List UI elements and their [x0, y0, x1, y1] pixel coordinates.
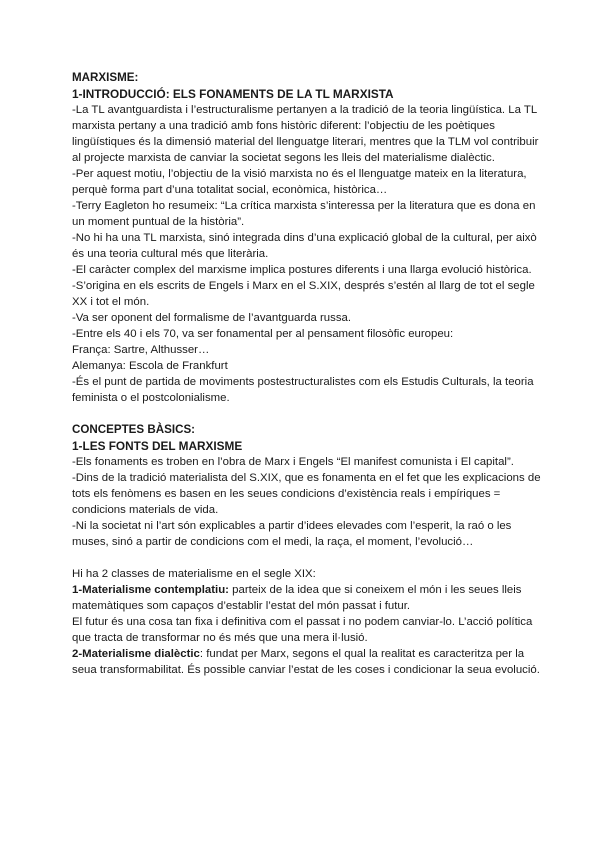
paragraph: El futur és una cosa tan fixa i definitiva com el passat i no podem canviar-lo. L’acció política que tracta de transformar no és més que una mera il·lusió.	[72, 616, 533, 644]
paragraph: -Va ser oponent del formalisme de l’avantguarda russa.	[72, 312, 352, 324]
paragraph: -S’origina en els escrits de Engels i Marx en el S.XIX, després s’estén al llarg de tot el segle XX i tot el món.	[72, 280, 535, 308]
paragraph	[72, 646, 542, 678]
paragraph: Alemanya: Escola de Frankfurt	[72, 360, 228, 372]
paragraph: -Per aquest motiu, l’objectiu de la visió marxista no és el llenguatge mateix en la literatura, perquè forma part d’una totalitat social, econòmica, històrica…	[72, 168, 527, 196]
term-materialisme-dialectic: 2-Materialisme dialèctic	[72, 648, 200, 660]
paragraph: -És el punt de partida de moviments postestructuralistes com els Estudis Culturals, la teoria feminista o el postcolonialisme.	[72, 376, 534, 404]
paragraph: -No hi ha una TL marxista, sinó integrada dins d’una explicació global de la cultural, per això és una teoria cultural més que literària.	[72, 232, 537, 260]
term-materialisme-contemplatiu: 1-Materialisme contemplatiu:	[72, 584, 229, 596]
term-definition: parteix de la idea que si coneixem el món i les seues lleis matemàtiques som capaços d’establir l’estat del món passat i futur.	[72, 584, 522, 612]
paragraph: -Els fonaments es troben en l’obra de Marx i Engels “El manifest comunista i El capital”.	[72, 456, 514, 468]
heading-fonts-marxisme: 1-LES FONTS DEL MARXISME	[72, 439, 243, 453]
paragraph: -Entre els 40 i els 70, va ser fonamental per al pensament filosòfic europeu:	[72, 328, 454, 340]
paragraph: Hi ha 2 classes de materialisme en el segle XIX:	[72, 568, 316, 580]
heading-marxisme: MARXISME:	[72, 71, 139, 84]
paragraph	[72, 582, 542, 614]
heading-introduccio: 1-INTRODUCCIÓ: ELS FONAMENTS DE LA TL MARXISTA	[72, 87, 394, 101]
paragraph: -El caràcter complex del marxisme implica postures diferents i una llarga evolució històrica.	[72, 264, 532, 276]
paragraph: França: Sartre, Althusser…	[72, 344, 210, 356]
heading-conceptes-basics: CONCEPTES BÀSICS:	[72, 423, 196, 436]
paragraph: -Terry Eagleton ho resumeix: “La crítica marxista s’interessa per la literatura que es dona en un moment puntual de la història”.	[72, 200, 536, 228]
paragraph: -La TL avantguardista i l’estructuralisme pertanyen a la tradició de la teoria lingüística. La TL marxista pertany a una tradició amb fons històric diferent: l’objectiu de les poètiques lingüístiques és la dimensió material del llenguatge literari, mentres que la TLM vol contribuir al projecte marxista de canviar la societat segons les lleis del materialisme dialèctic.	[72, 104, 539, 164]
spacer	[72, 406, 542, 422]
term-definition: : fundat per Marx, segons el qual la realitat es caracteritza per la seua transformabilitat. És possible canviar l’estat de les coses i condicionar la seua evolució.	[72, 648, 540, 676]
paragraph: -Dins de la tradició materialista del S.XIX, que es fonamenta en el fet que les explicacions de tots els fenòmens es basen en les seues condicions d’existència reals i empíriques = condicions materials de vida.	[72, 472, 541, 516]
spacer	[72, 550, 542, 566]
paragraph: -Ni la societat ni l’art són explicables a partir d’idees elevades com l’esperit, la raó o les muses, sinó a partir de condicions com el medi, la raça, el moment, l’evolució…	[72, 520, 512, 548]
document-page	[72, 70, 542, 678]
